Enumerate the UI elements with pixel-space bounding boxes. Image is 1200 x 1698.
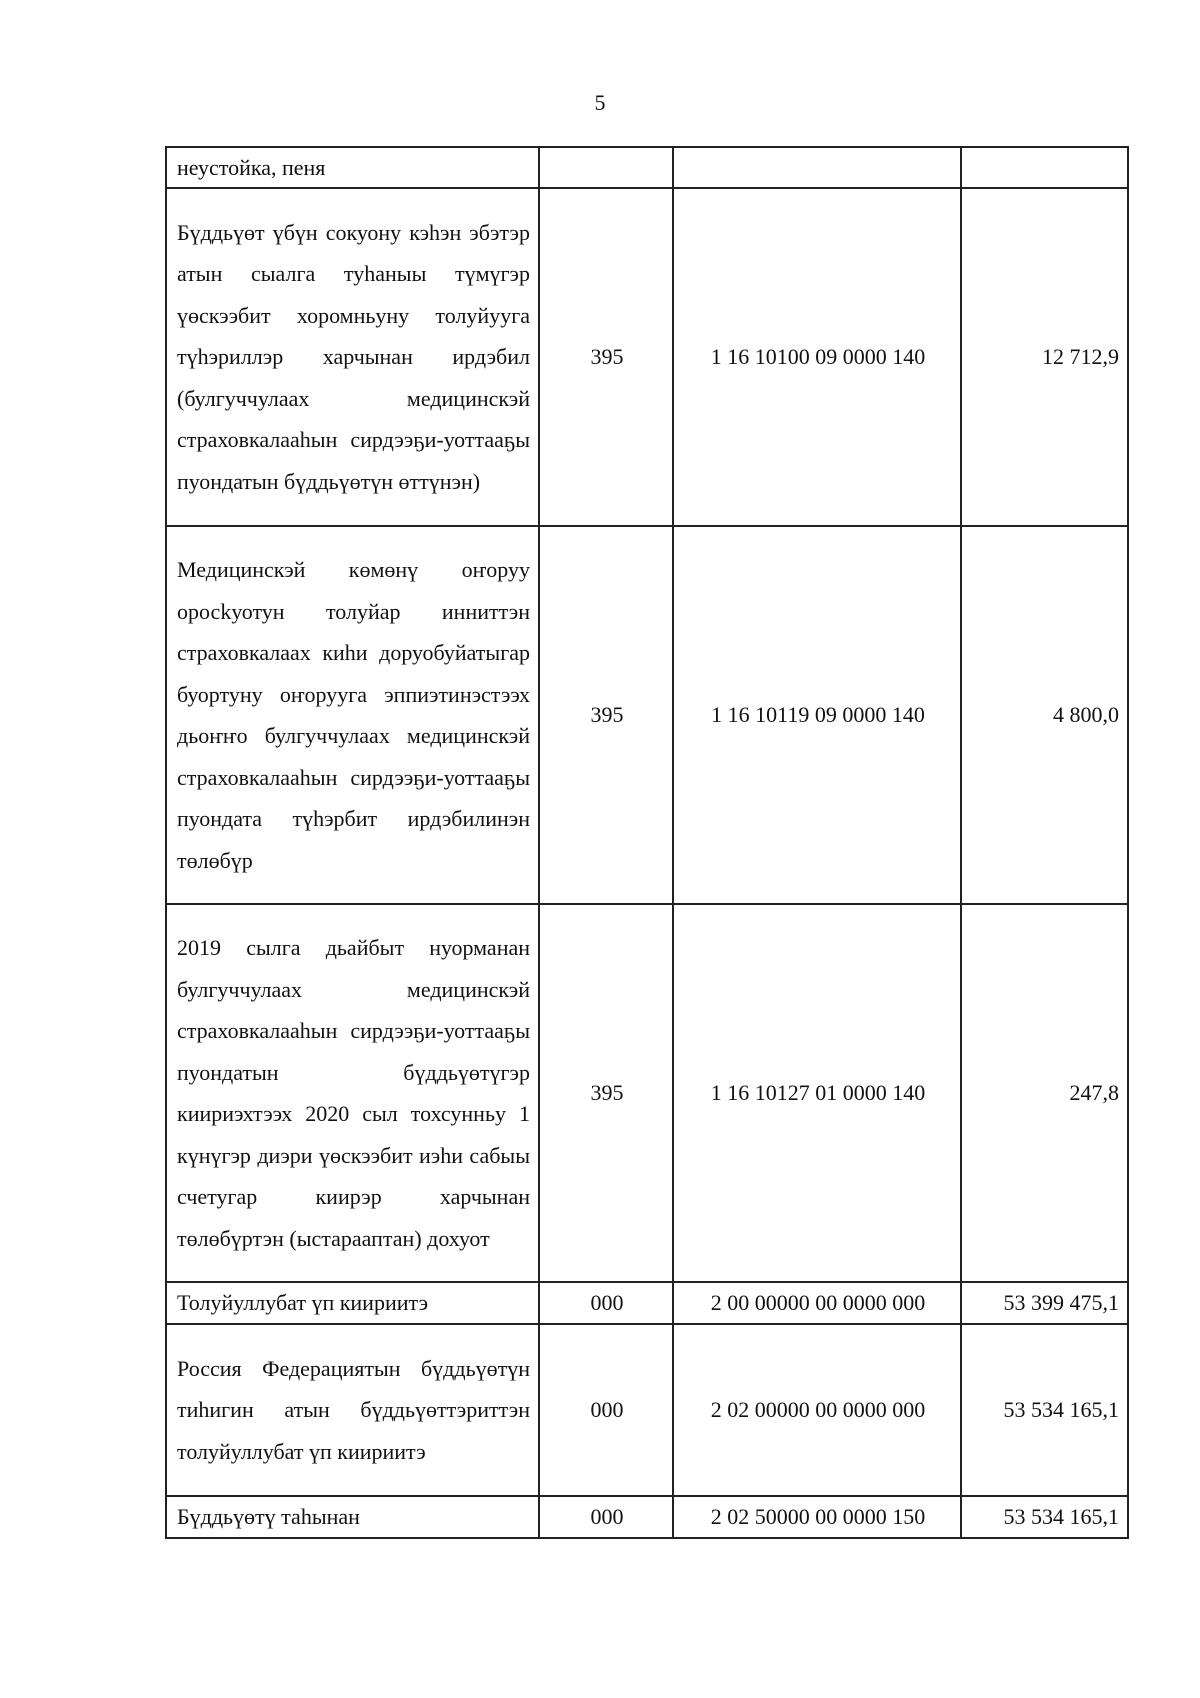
sum-cell: 247,8 [961,904,1128,1282]
sum-cell: 53 534 165,1 [961,1496,1128,1538]
classification-code-cell: 1 16 10127 01 0000 140 [673,904,961,1282]
admin-code-cell: 395 [539,526,673,904]
admin-code-cell: 000 [539,1282,673,1324]
table-row [166,526,1128,904]
sum-cell: 53 399 475,1 [961,1282,1128,1324]
revenue-name-cell: Россия Федерациятын бүддьүөтүн тиһигин атын бүддьүөттэриттэн толуйуллубат үп киириитэ [166,1324,539,1496]
classification-code-cell: 2 02 50000 00 0000 150 [673,1496,961,1538]
sum-cell: 4 800,0 [961,526,1128,904]
table-row [166,1324,1128,1496]
table-row [166,188,1128,526]
classification-code-cell: 2 00 00000 00 0000 000 [673,1282,961,1324]
admin-code-cell: 395 [539,188,673,526]
admin-code-cell: 000 [539,1324,673,1496]
table-row [166,904,1128,1282]
admin-code-cell [539,147,673,188]
admin-code-cell: 395 [539,904,673,1282]
sum-cell: 53 534 165,1 [961,1324,1128,1496]
page-number: 5 [594,90,606,115]
revenue-name-cell: Толуйуллубат үп киириитэ [166,1282,539,1324]
revenue-name-cell: Бүддьүөт үбүн сокуону кэһэн эбэтэр атын сыалга туһаныы түмүгэр үөскээбит хоромньуну толуйууга түһэриллэр харчынан ирдэбил (булгуччулаах медицинскэй страховкалааһын сирдээҕи-уоттааҕы пуондатын бүддьүөтүн өттүнэн) [166,188,539,526]
classification-code-cell: 2 02 00000 00 0000 000 [673,1324,961,1496]
revenue-name-cell: Медицинскэй көмөнү оҥоруу оросkуотун толуйар инниттэн страховкалаах киһи доруобуйатыгар буортуну оҥорууга эппиэтинэстээх дьоҥҥо булгуччулаах медицинскэй страховкалааһын сирдээҕи-уоттааҕы пуондата түһэрбит ирдэбилинэн төлөбүр [166,526,539,904]
revenue-name-cell: неустойка, пеня [166,147,539,188]
classification-code-cell [673,147,961,188]
sum-cell [961,147,1128,188]
table-row [166,1282,1128,1324]
classification-code-cell: 1 16 10119 09 0000 140 [673,526,961,904]
table-row [166,147,1128,188]
budget-revenue-table [165,146,1129,1539]
sum-cell: 12 712,9 [961,188,1128,526]
table-row [166,1496,1128,1538]
admin-code-cell: 000 [539,1496,673,1538]
classification-code-cell: 1 16 10100 09 0000 140 [673,188,961,526]
revenue-name-cell: Бүддьүөтү таһынан [166,1496,539,1538]
revenue-name-cell: 2019 сылга дьайбыт нуорманан булгуччулаах медицинскэй страховкалааһын сирдээҕи-уоттааҕы пуондатын бүддьүөтүгэр киириэхтээх 2020 сыл тохсунньу 1 күнүгэр диэри үөскээбит иэһи сабыы счетугар киирэр харчынан төлөбүртэн (ыстарааптан) дохуот [166,904,539,1282]
